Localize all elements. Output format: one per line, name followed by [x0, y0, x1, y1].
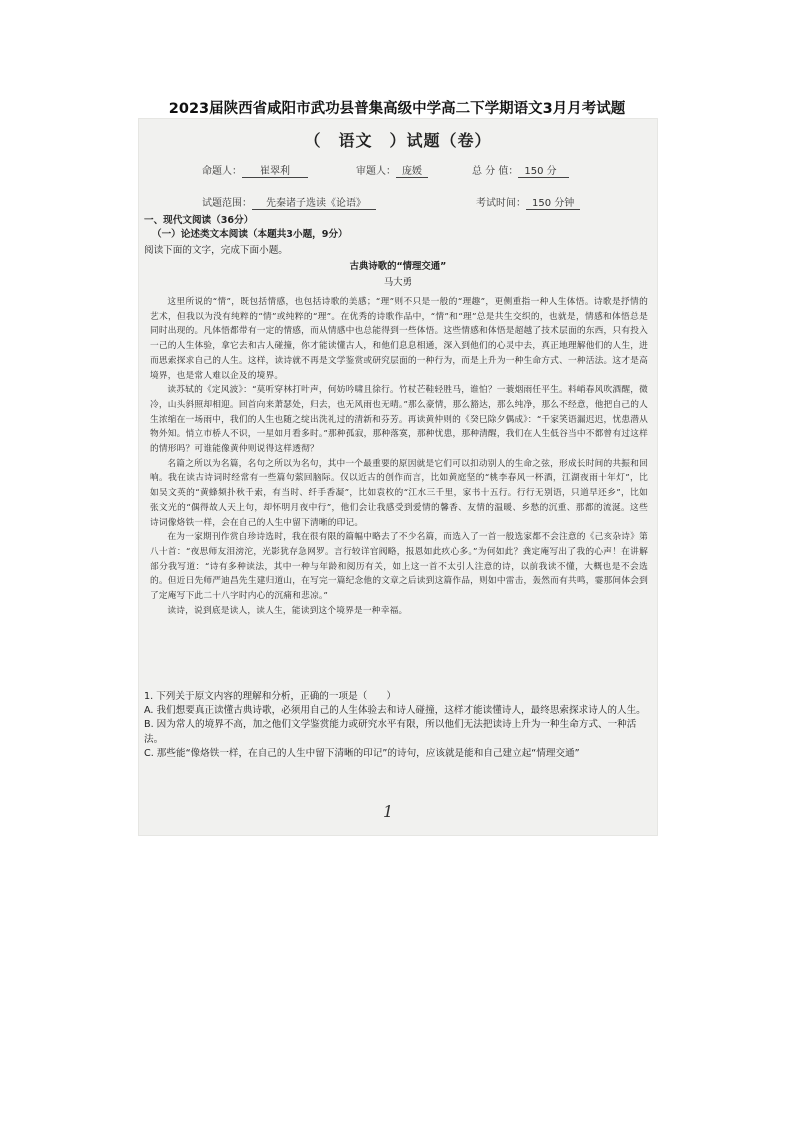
reviewer-value: 庞媛 — [396, 162, 428, 178]
scope-label: 试题范围： — [202, 198, 252, 209]
article-paragraph: 这里所说的“情”，既包括情感，也包括诗歌的美感；“理”则不只是一般的“理趣”，更侧重指一种人生体悟。诗歌是抒情的艺术，但我以为没有纯粹的“情”或纯粹的“理”。在优秀的诗歌作品中，“情”和“理”总是共生交织的，也就是，情感和体悟总是同时出现的。凡体悟都带有一定的情感，而从情感中也总能得到一些体悟。这些情感和体悟是超越了技术层面的东西，只有投入一己的人生体验，拿它去和古人碰撞，你才能读懂古人，和他们息息相通，深入到他们的心灵中去，真正地理解他们的人生，进而思索探求自己的人生。这样，读诗就不再是文学鉴赏或研究层面的一种行为，而是上升为一种生命方式、一种活法。这才是高境界，也是常人难以企及的境界。 — [150, 297, 648, 381]
option-b: B. 因为常人的境界不高，加之他们文学鉴赏能力或研究水平有限，所以他们无法把读诗上升为一种生命方式、一种活法。 — [144, 719, 637, 745]
article-paragraph: 在为一家期刊作赏自珍诗选时，我在很有限的篇幅中略去了不少名篇，而选入了一首一般选家都不会注意的《己亥杂诗》第八十首：“夜思师友泪滂沱，光影犹存急网罗。言行较详官阀略，报恩如此疚心多。”为何如此？龚定庵写出了我的心声！在讲解部分我写道：“诗有多种读法，其中一种与年龄和阅历有关，如上这一首不太引人注意的诗，以前我读不懂，大概也是不会选的。但近日先师严迪昌先生建归道山，在写完一篇纪念他的文章之后读到这篇作品，则如中雷击，轰然而有共鸣，霎那间体会到了定庵写下此二十八字时内心的沉痛和悲凉。” — [150, 532, 648, 602]
time-field — [476, 194, 580, 210]
author-field — [202, 162, 308, 178]
article-author: 马大勇 — [383, 277, 413, 288]
article-paragraph: 读苏轼的《定风波》：“莫听穿林打叶声，何妨吟啸且徐行。竹杖芒鞋轻胜马，谁怕？一蓑烟雨任平生。料峭春风吹酒醒，微冷，山头斜照却相迎。回首向来萧瑟处，归去，也无风雨也无晴。”那么豪情，那么豁达，那么纯净，那么不经意，他把自己的人生浓缩在一场雨中，我们的人生也随之绽出洗礼过的清新和芬芳。再读黄仲则的《癸巳除夕偶成》：“千家笑语漏迟迟，忧患潜从物外知。悄立市桥人不识，一星如月看多时。”那种孤寂，那种落寞，那种忧患，那种清醒，我们在人生低谷当中不都曾有过这样的情形吗？可谁能像黄仲则说得这样透彻？ — [150, 385, 648, 455]
reading-instruction: 阅读下面的文字，完成下面小题。 — [144, 245, 288, 256]
document-title: 2023届陕西省咸阳市武功县普集高级中学高二下学期语文3月月考试题 — [168, 101, 626, 117]
scanned-exam-page — [138, 118, 658, 836]
scope-field — [202, 194, 376, 210]
question-block — [144, 690, 650, 761]
time-label: 考试时间： — [476, 198, 526, 209]
article-body — [150, 295, 648, 618]
article-paragraph: 名篇之所以为名篇，名句之所以为名句，其中一个最重要的原因就是它们可以扣动别人的生命之弦，形成长时间的共振和回响。我在读古诗词时经常有一些篇句萦回脑际。仅以近古的创作而言，比如黄庭坚的“桃李春风一杯酒，江湖夜雨十年灯”，比如吴文英的“黄蜂频扑秋千索，有当时、纤手香凝”，比如袁枚的“江水三千里，家书十五行。行行无别语，只道早还乡”，比如张文光的“偶得故人天上句，却怀明月夜中行”，他们会让我感受到爱情的馨香、友情的温暖、乡愁的沉重、那都的流涎。这些诗词像烙铁一样，会在自己的人生中留下清晰的印记。 — [150, 458, 648, 528]
author-value: 崔翠利 — [242, 162, 308, 178]
option-c: C. 那些能“像烙铁一样，在自己的人生中留下清晰的印记”的诗句，应该就是能和自己建立起“情理交通” — [144, 747, 580, 759]
article-title: 古典诗歌的“情理交通” — [349, 261, 447, 272]
scope-value: 先秦诸子选读《论语》 — [252, 194, 376, 210]
author-label: 命题人： — [202, 166, 242, 177]
score-value: 150 分 — [518, 162, 568, 178]
option-a: A. 我们想要真正读懂古典诗歌，必须用自己的人生体验去和诗人碰撞，这样才能读懂诗人，最终思索探求诗人的人生。 — [144, 705, 646, 717]
score-label: 总 分 值： — [472, 166, 519, 177]
paper-title: （ 语文 ）试题（卷） — [304, 131, 492, 150]
question-stem: 1. 下列关于原文内容的理解和分析，正确的一项是（ ） — [144, 691, 397, 702]
article-paragraph: 读诗，说到底是读人，读人生，能读到这个境界是一种幸福。 — [167, 605, 408, 616]
subsection-heading: （一）论述类文本阅读（本题共3小题，9分） — [152, 229, 348, 240]
reviewer-field — [356, 162, 428, 178]
page-number: 1 — [383, 802, 394, 821]
time-value: 150 分钟 — [526, 194, 580, 210]
reviewer-label: 审题人： — [356, 166, 396, 177]
section-heading: 一、现代文阅读（36分） — [144, 215, 254, 226]
score-field — [472, 162, 569, 178]
